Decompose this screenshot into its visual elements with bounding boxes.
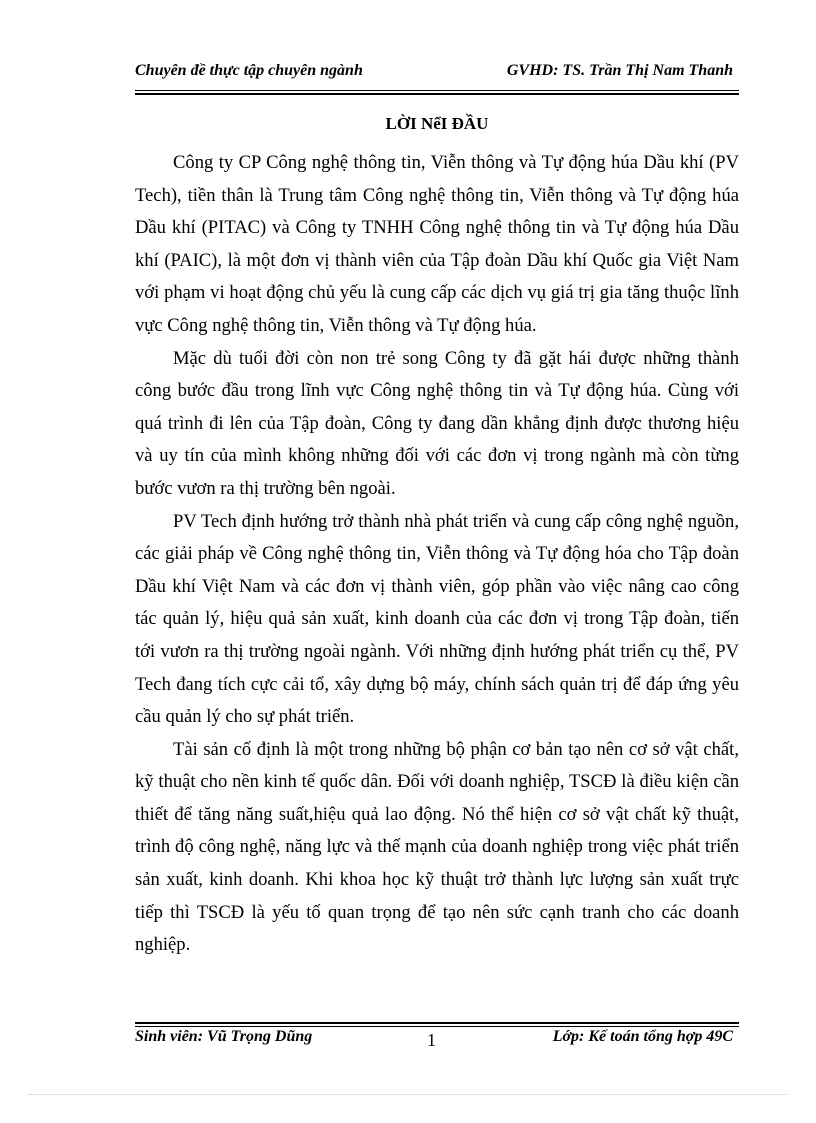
page-edge-line <box>28 1094 788 1095</box>
footer-divider-thick <box>135 1022 739 1024</box>
footer-class: Lớp: Kế toán tổng hợp 49C <box>552 1028 733 1045</box>
header-divider-thick <box>135 93 739 95</box>
page-footer <box>135 1028 737 1052</box>
header-course-title: Chuyên đề thực tập chuyên ngành <box>135 62 363 79</box>
page-number: 1 <box>427 1030 436 1050</box>
paragraph-4: Tài sản cố định là một trong những bộ phận cơ bản tạo nên cơ sở vật chất, kỹ thuật cho nền kinh tế quốc dân. Đối với doanh nghiệp, TSCĐ là điều kiện cần thiết để tăng năng suất,hiệu quả lao động. Nó thể hiện cơ sở vật chất kỹ thuật, trình độ công nghệ, năng lực và thế mạnh của doanh nghiệp trong việc phát triển sản xuất, kinh doanh. Khi khoa học kỹ thuật trở thành lực lượng sản xuất trực tiếp thì TSCĐ là yếu tố quan trọng để tạo nên sức cạnh tranh cho các doanh nghiệp. <box>135 738 739 956</box>
footer-student: Sinh viên: Vũ Trọng Dũng <box>135 1028 313 1045</box>
document-body <box>135 147 739 962</box>
page-title: LỜI NểI ĐẦU <box>385 114 489 133</box>
footer-divider-thin <box>135 1026 739 1027</box>
page-header <box>135 58 737 84</box>
paragraph-3: PV Tech định hướng trở thành nhà phát triển và cung cấp công nghệ nguồn, các giải pháp về Công nghệ thông tin, Viễn thông và Tự động hóa cho Tập đoàn Dầu khí Việt Nam và các đơn vị thành viên, góp phần vào việc nâng cao công tác quản lý, hiệu quả sản xuất, kinh doanh của các đơn vị trong Tập đoàn, tiến tới vươn ra thị trường ngoài ngành. Với những định hướng phát triển cụ thể, PV Tech đang tích cực cải tổ, xây dựng bộ máy, chính sách quản trị để đáp ứng yêu cầu quản lý cho sự phát triển. <box>135 510 739 728</box>
paragraph-1: Công ty CP Công nghệ thông tin, Viễn thông và Tự động húa Dầu khí (PV Tech), tiền thân là Trung tâm Công nghệ thông tin, Viễn thông và Tự động húa Dầu khí (PITAC) và Công ty TNHH Công nghệ thông tin và Tự động húa Dầu khí (PAIC), là một đơn vị thành viên của Tập đoàn Dầu khí Quốc gia Việt Nam với phạm vi hoạt động chủ yếu là cung cấp các dịch vụ giá trị gia tăng thuộc lĩnh vực Công nghệ thông tin, Viễn thông và Tự động húa. <box>135 152 739 336</box>
header-supervisor: GVHD: TS. Trần Thị Nam Thanh <box>506 62 733 79</box>
paragraph-2: Mặc dù tuổi đời còn non trẻ song Công ty đã gặt hái được những thành công bước đầu trong lĩnh vực Công nghệ thông tin và Tự động húa. Cùng với quá trình đi lên của Tập đoàn, Công ty đang dần khẳng định được thương hiệu và uy tín của mình không những đối với các đơn vị trong ngành mà còn từng bước vươn ra thị trường bên ngoài. <box>135 347 739 499</box>
header-divider-thin <box>135 90 739 91</box>
